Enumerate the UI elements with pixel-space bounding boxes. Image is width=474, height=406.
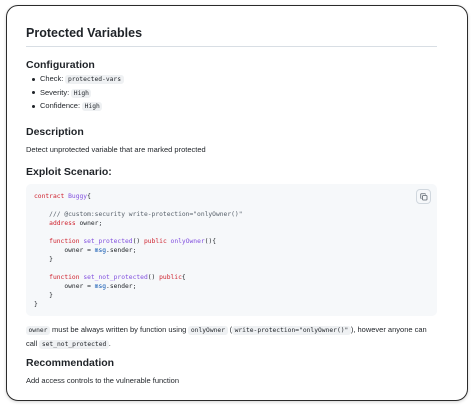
copy-icon [420, 193, 428, 201]
code-line: } [34, 256, 53, 263]
copy-button[interactable] [416, 189, 431, 204]
code-line: owner = msg.sender; [34, 247, 137, 254]
code-line: /// @custom:security write-protection="onlyOwner()" [49, 211, 243, 218]
code-block [26, 184, 437, 316]
title-divider [26, 46, 437, 47]
configuration-heading: Configuration [26, 59, 95, 71]
explanation-text: ), however anyone can call [26, 325, 427, 348]
code-line: contract Buggy{ [34, 193, 91, 200]
config-value: High [71, 89, 91, 98]
explanation-text: ( [227, 325, 233, 334]
code-line: owner = msg.sender; [34, 283, 137, 290]
config-label: Severity: [40, 87, 70, 97]
inline-code: set_not_protected [39, 340, 108, 349]
code-line: address owner; [49, 220, 103, 227]
config-label: Confidence: [40, 101, 81, 110]
config-value: protected-vars [65, 75, 123, 84]
explanation-text: must be always written by function using [49, 325, 189, 334]
config-value: High [82, 102, 102, 111]
code-line: function set_not_protected() public{ [49, 274, 186, 281]
description-heading: Description [26, 126, 84, 138]
list-item-confidence [32, 99, 124, 113]
page-title: Protected Variables [26, 26, 143, 40]
code-line: } [34, 301, 38, 308]
document-frame [6, 5, 468, 401]
configuration-list [32, 72, 124, 113]
description-text: Detect unprotected variable that are marked protected [26, 145, 206, 154]
code-line: } [34, 292, 53, 299]
list-item-check [32, 72, 124, 86]
explanation-text: . [108, 338, 111, 348]
inline-code: owner [26, 326, 50, 335]
exploit-heading: Exploit Scenario: [26, 166, 112, 178]
exploit-explanation [26, 324, 437, 351]
recommendation-text: Add access controls to the vulnerable function [26, 376, 180, 385]
inline-code: onlyOwner [188, 326, 227, 335]
list-item-severity [32, 86, 124, 100]
config-label: Check: [40, 74, 64, 83]
inline-code: write-protection="onlyOwner()" [232, 326, 351, 335]
code-line: function set_protected() public onlyOwner(){ [49, 238, 217, 245]
recommendation-heading: Recommendation [26, 357, 115, 369]
